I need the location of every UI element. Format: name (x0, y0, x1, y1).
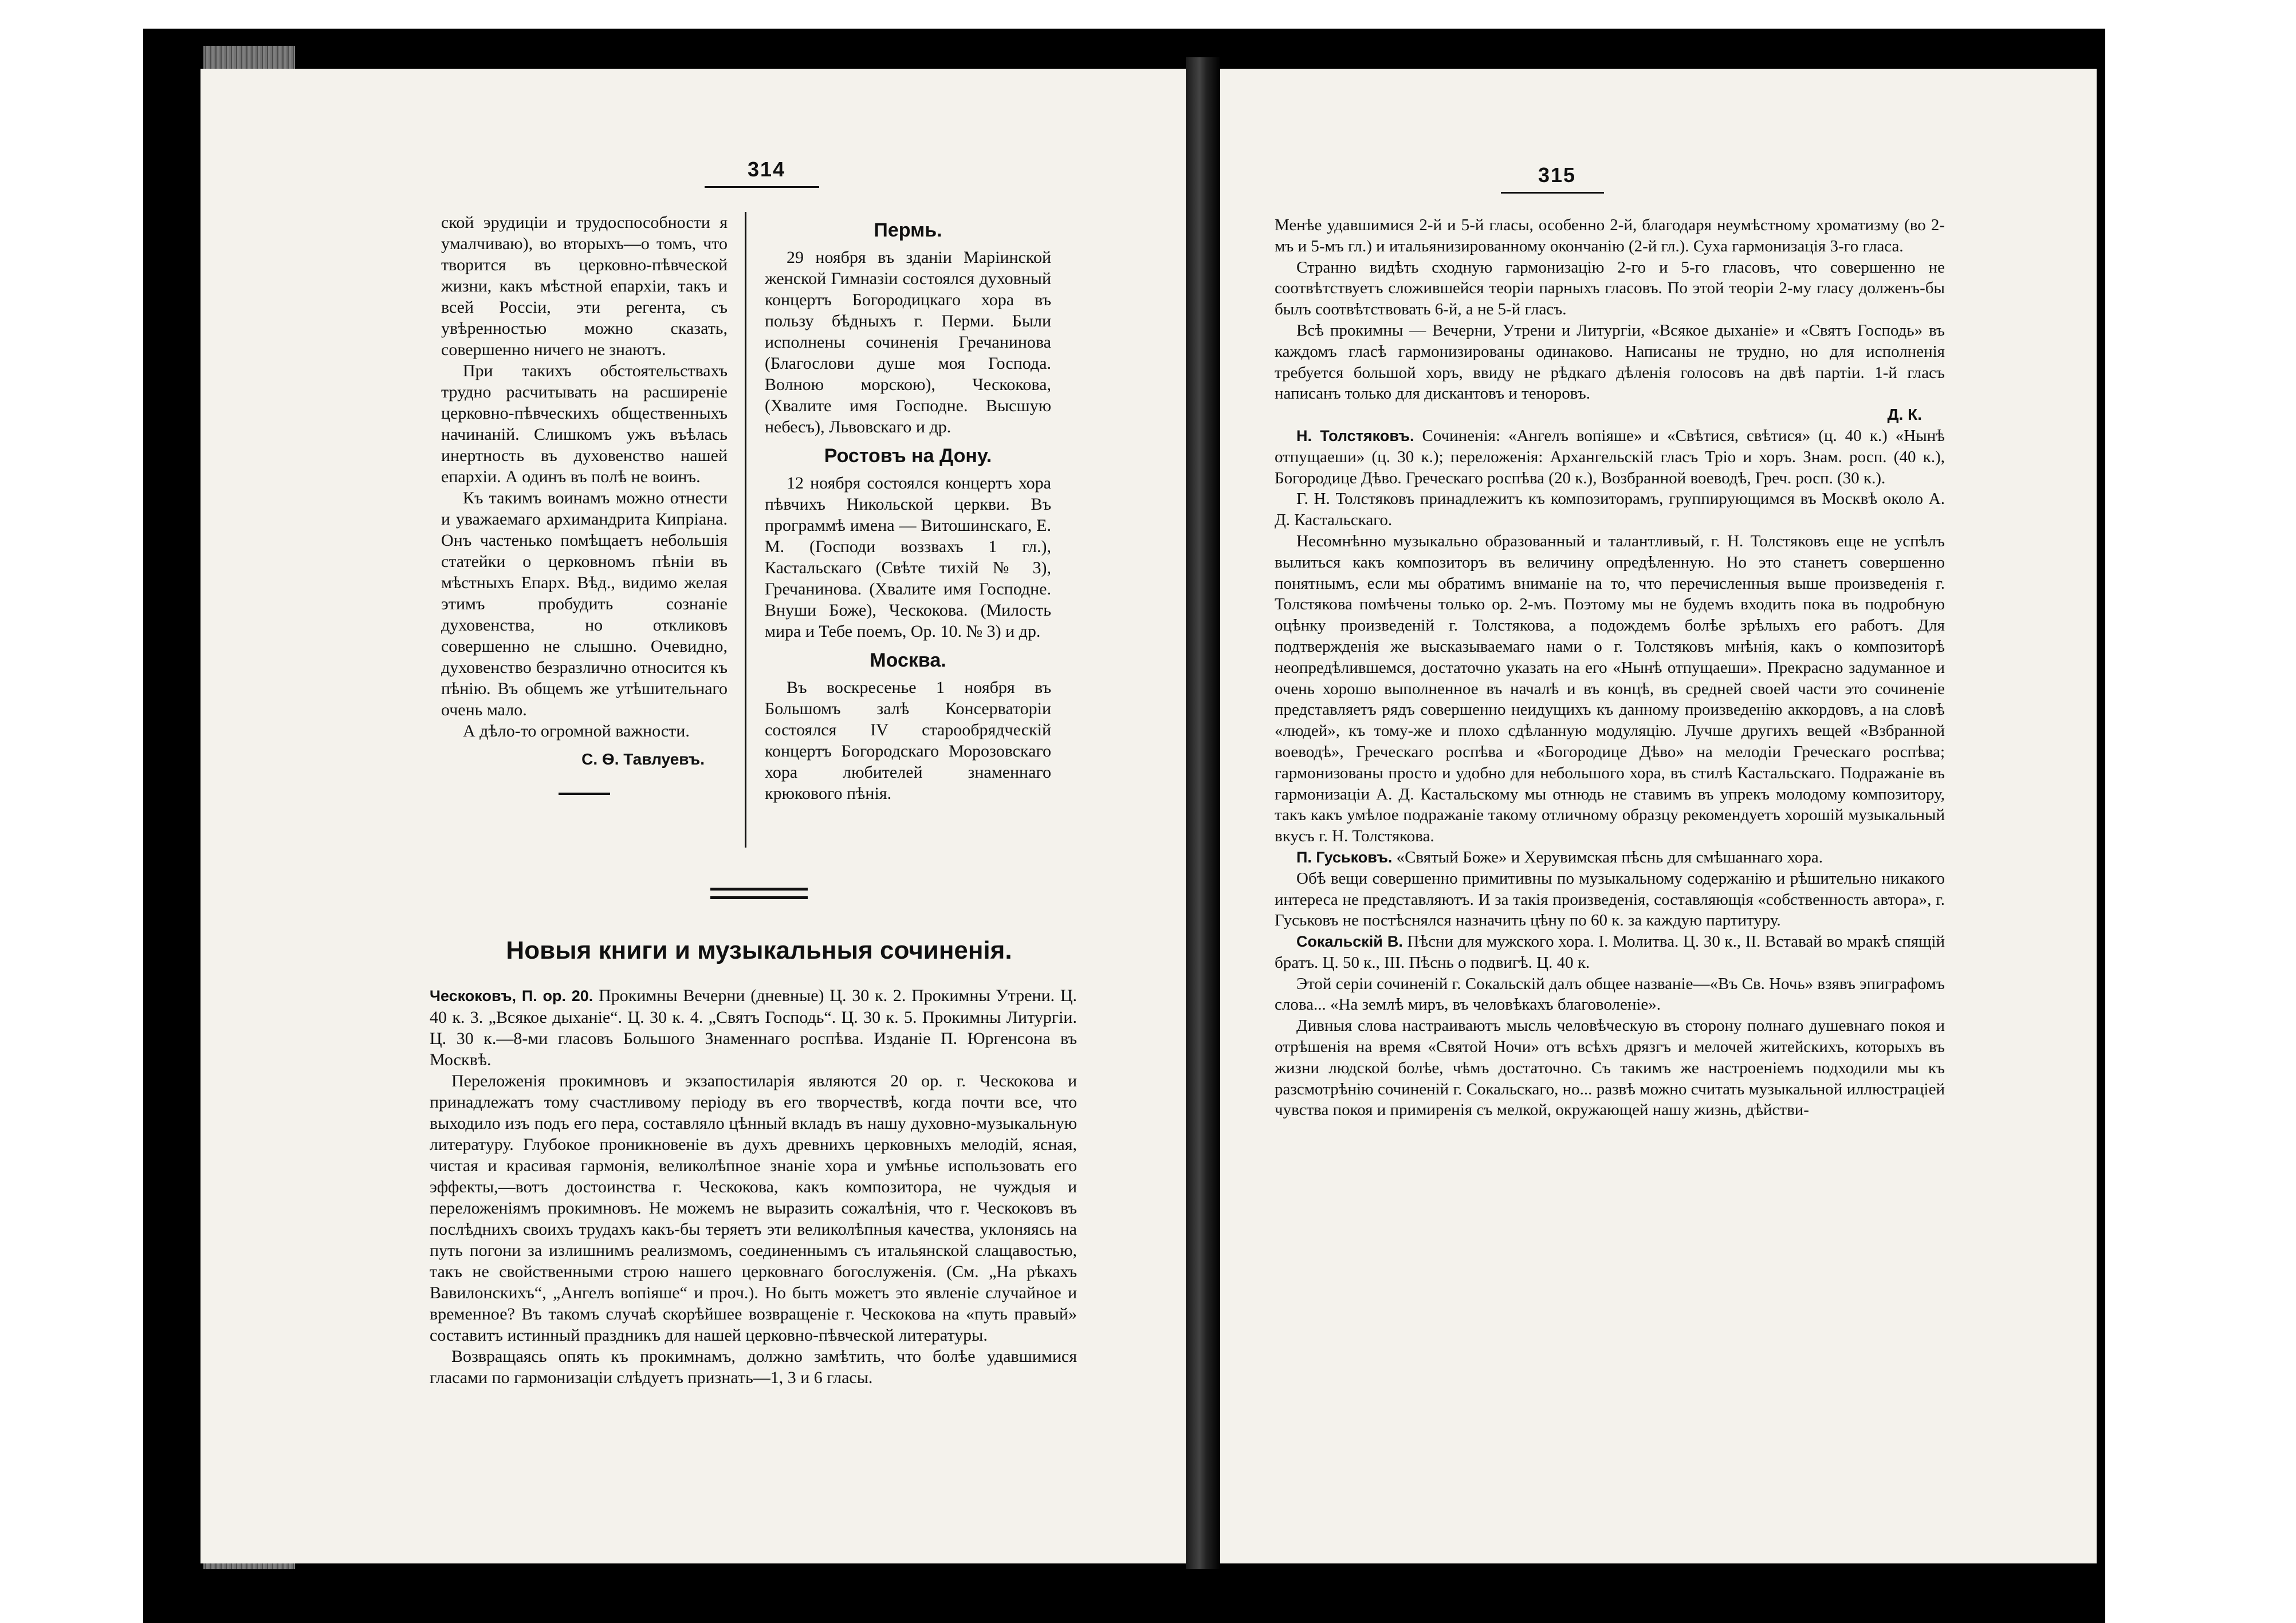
page-number: 314 (748, 157, 786, 181)
entry-text: «Святый Боже» и Херувимская пѣснь для смѣшаннаго хора. (1396, 848, 1823, 866)
heading-perm: Пермь. (874, 219, 942, 241)
section-title: Новыя книги и музыкальныя сочиненія. (506, 936, 1012, 964)
right-page (1220, 69, 2097, 1563)
column-divider (745, 212, 746, 848)
page-number: 315 (1538, 163, 1576, 187)
entry-text: Пѣсни для мужского хора. I. Молитва. Ц. 30 к., II. Вставай во мракѣ спящій братъ. Ц. 50 к., III. Пѣснь о подвигѣ. Ц. 40 к. (1275, 932, 1945, 972)
paragraph: Возвращаясь опять къ прокимнамъ, должно замѣтить, что болѣе удавшимися гласами по гармонизаціи слѣдуетъ признать—1, 3 и 6 гласы. (430, 1347, 1077, 1387)
entry-author: Ческоковъ, П. ор. 20. (430, 987, 593, 1004)
heading-moskva: Москва. (870, 649, 946, 671)
end-rule (559, 793, 610, 795)
paragraph: Переложенія прокимновъ и экзапостиларія являются 20 ор. г. Ческокова и принадлежатъ тому счастливому періоду въ его творчествѣ, когда почти все, что выходило изъ подъ его пера, составляло цѣнный вкладъ въ нашу духовно-музыкальную литературу. Глубокое проникновеніе въ духъ древнихъ церковныхъ мелодій, ясная, чистая и красивая гармонія, великолѣпное знаніе хора и умѣнье использовать его эффекты,—вотъ достоинства г. Ческокова, какъ композитора, не чуждыя и переложеніямъ прокимновъ. Не можемъ не выразить сожалѣнія, что г. Ческоковъ въ послѣднихъ своихъ трудахъ какъ-бы теряетъ эти великолѣпныя качества, уклоняясь на путь погони за излишнимъ реализмомъ, соединеннымъ съ итальянской слащавостью, такъ не свойственными строю нашего церковнаго богослуженія. (См. „На рѣкахъ Вавилонскихъ“, „Ангелъ вопіяше“ и проч.). Но быть можетъ это явленіе случайное и временное? Въ такомъ случаѣ скорѣйшее возвращеніе г. Ческокова на «путь правый» составитъ истинный праздникъ для нашей церковно-пѣвческой литературы. (430, 1072, 1077, 1345)
signature: Д. К. (1887, 405, 1922, 424)
section-rule-bottom (710, 896, 808, 899)
left-page (200, 69, 1186, 1563)
left-column-1 (441, 212, 728, 795)
paragraph: Всѣ прокимны — Вечерни, Утрени и Литургіи, «Всякое дыханіе» и «Святъ Господь» въ каждомъ гласѣ гармонизированы одинаково. Написаны не трудно, но для исполненія требуется большой хоръ, ввиду не рѣдкаго дѣленія голосовъ на двѣ партіи. 1-й гласъ написанъ только для дискантовъ и теноровъ. (1275, 321, 1945, 403)
paragraph: А дѣло-то огромной важности. (463, 722, 690, 740)
page-number-rule (705, 186, 819, 188)
book-entry (1275, 847, 1945, 868)
right-column (1275, 215, 1945, 1121)
paragraph: Этой серіи сочиненій г. Сокальскій далъ общее названіе—«Въ Св. Ночь» взявъ эпиграфомъ слова... «На землѣ миръ, въ человѣкахъ благоволеніе». (1275, 974, 1945, 1014)
paragraph: Обѣ вещи совершенно примитивны по музыкальному содержанію и рѣшительно никакого интереса не представляютъ. И за такія произведенія, составляющія «собственность автора», г. Гуськовъ не постѣснялся назначить цѣну по 60 к. за каждую партитуру. (1275, 869, 1945, 930)
entry-author: Сокальскій В. (1296, 933, 1403, 951)
book-spine (1186, 57, 1220, 1569)
paragraph: 12 ноября состоялся концертъ хора пѣвчихъ Никольской церкви. Въ программѣ имена — Витошинскаго, Е. М. (Господи воззвахъ 1 гл.), Кастальскаго (Свѣте тихій № 3), Гречанинова. (Хвалите имя Господне. Внуши Боже), Ческокова. (Милость мира и Тебе поемъ, Ор. 10. № 3) и др. (765, 474, 1051, 641)
paragraph: ской эрудиціи и трудоспособности я умалчиваю), во вторыхъ—о томъ, что творится въ церковно-пѣвческой жизни, какъ мѣстной епархіи, такъ и всей Россіи, эти регента, съ увѣренностью можно сказать, совершенно ничего не знаютъ. (441, 213, 728, 359)
page-number-rule (1501, 192, 1604, 194)
entry-author: П. Гуськовъ. (1296, 848, 1393, 866)
paragraph: Г. Н. Толстяковъ принадлежитъ къ композиторамъ, группирующимся въ Москвѣ около А. Д. Кастальскаго. (1275, 490, 1945, 530)
book-entry (1275, 931, 1945, 974)
book-entry (430, 985, 1077, 1070)
paragraph: Менѣе удавшимися 2-й и 5-й гласы, особенно 2-й, благодаря неумѣстному хроматизму (во 2-мъ и 5-мъ гл.) и итальянизированному окончанію (2-й гл.). Суха гармонизація 3-го гласа. (1275, 216, 1945, 255)
paragraph: Дивныя слова настраиваютъ мысль человѣческую въ сторону полнаго душевнаго покоя и отрѣшенія на время «Святой Ночи» отъ всѣхъ дрязгъ и мелочей житейскихъ, которыхъ въ жизни людской болѣе, чѣмъ достаточно. Съ такимъ же настроеніемъ подходили мы къ разсмотрѣнію сочиненій г. Сокальскаго, но... развѣ можно считать музыкальной иллюстраціей чувства покоя и примиренія съ мелкой, окружающей нашу жизнь, дѣйстви- (1275, 1017, 1945, 1120)
section-rule-top (710, 888, 808, 891)
book-entry (1275, 426, 1945, 489)
entry-author: Н. Толстяковъ. (1296, 427, 1414, 444)
paragraph: Къ такимъ воинамъ можно отнести и уважаемаго архимандрита Кипріана. Онъ частенько помѣщаетъ небольшія статейки о церковномъ пѣніи въ мѣстныхъ Епарх. Вѣд., видимо желая этимъ пробудить сознаніе духовенства, но откликовъ совершенно не слышно. Очевидно, духовенство безразлично относится къ пѣнію. Въ общемъ же утѣшительнаго очень мало. (441, 489, 728, 719)
paragraph: Несомнѣнно музыкально образованный и талантливый, г. Н. Толстяковъ еще не успѣлъ вылиться какъ композиторъ въ величину опредѣленную. Но это станетъ совершенно понятнымъ, если мы обратимъ вниманіе на то, что перечисленныя выше произведенія г. Толстякова помѣчены только ор. 2-мъ. Поэтому мы не будемъ входить пока въ подробную оцѣнку произведеній г. Толстякова, а подождемъ болѣе зрѣлыхъ его работъ. Для подтвержденія же высказываемаго нами о г. Толстяковъ мнѣнія, какъ о композиторѣ неопредѣлившемся, достаточно указать на его «Нынѣ отпущаеши». Прекрасно задуманное и очень хорошо выполненное въ началѣ и въ концѣ, въ средней своей части это сочиненіе представляетъ рядъ совершенно неидущихъ къ данному произведенію аккордовъ, а на словѣ «людей», къ тому-же и плохо сдѣланную модуляцію. Лучше другихъ вещей «Взбранной воеводѣ», Греческаго роспѣва и «Богородице Дѣво» на мелодіи Греческаго роспѣва; гармонизованы просто и удобно для небольшого хора, въ стилѣ Кастальскаго. Подражаніе въ гармонизаціи А. Д. Кастальскому мы отнюдь не ставимъ въ упрекъ молодому композитору, такъ какъ умѣлое подражаніе такому отличному образцу рекомендуетъ хорошій музыкальный вкусъ г. Н. Толстякова. (1275, 531, 1945, 846)
paragraph: При такихъ обстоятельствахъ трудно расчитывать на расширеніе церковно-пѣвческихъ общественныхъ начинаній. Слишкомъ ужъ въѣлась инертность въ духовенство нашей епархіи. А одинъ въ полѣ не воинъ. (441, 361, 728, 486)
entry-text: Прокимны Вечерни (дневные) Ц. 30 к. 2. Прокимны Утрени. Ц. 40 к. 3. „Всякое дыханіе“. Ц. 30 к. 4. „Святъ Господь“. Ц. 30 к. 5. Прокимны Литургіи. Ц. 30 к.—8-ми гласовъ Большого Знаменнаго роспѣва. Изданіе П. Юргенсона въ Москвѣ. (430, 986, 1077, 1069)
books-section (430, 985, 1077, 1388)
signature: С. Ѳ. Тавлуевъ. (581, 750, 705, 768)
paragraph: Въ воскресенье 1 ноября въ Большомъ залѣ Консерваторіи состоялся IV старообрядческій концертъ Богородскаго Морозовскаго хора любителей знаменнаго крюкового пѣнія. (765, 678, 1051, 803)
paragraph: Странно видѣть сходную гармонизацію 2-го и 5-го гласовъ, что совершенно не соотвѣтствуетъ сложившейся теоріи парныхъ гласовъ. По этой теоріи 2-му гласу долженъ-бы былъ соотвѣтствовать 6-й, а не 5-й гласъ. (1275, 258, 1945, 319)
left-column-2 (765, 212, 1051, 804)
heading-rostov: Ростовъ на Дону. (824, 445, 992, 467)
entry-text: Сочиненія: «Ангелъ вопіяше» и «Свѣтися, свѣтися» (ц. 40 к.) «Нынѣ отпущаеши» (ц. 30 к.); переложенія: Архангельскій гласъ Тріо и хоръ. Знам. росп. (40 к.), Богородице Дѣво. Греческаго роспѣва (20 к.), Возбранной воеводѣ, Греч. росп. (30 к.). (1275, 426, 1945, 487)
paragraph: 29 ноября въ зданіи Маріинской женской Гимназіи состоялся духовный концертъ Богородицкаго хора въ пользу бѣдныхъ г. Перми. Были исполнены сочиненія Гречанинова (Благослови душе моя Господа. Волною морскою), Ческокова, (Хвалите имя Господне. Высшую небесъ), Львовскаго и др. (765, 248, 1051, 436)
